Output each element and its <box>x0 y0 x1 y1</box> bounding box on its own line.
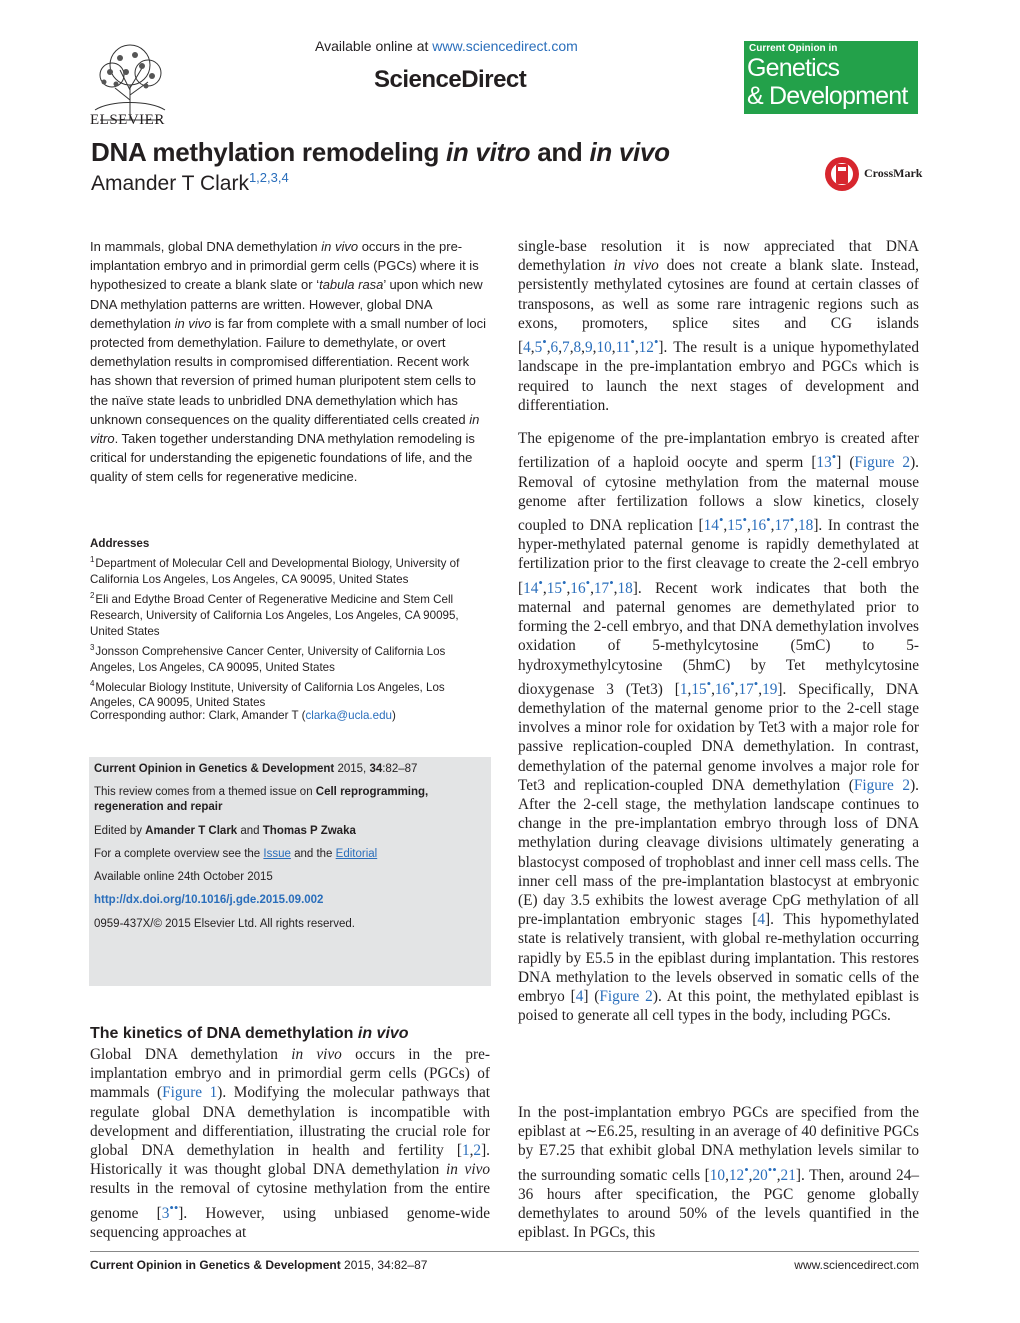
ref-link[interactable]: 5• <box>534 335 547 357</box>
author-line <box>91 170 289 196</box>
figure-link[interactable]: Figure 2 <box>853 776 911 794</box>
ref-link[interactable]: 4 <box>757 911 765 929</box>
ref-link[interactable]: 15• <box>691 676 712 698</box>
ref-link[interactable]: 12• <box>638 335 659 357</box>
affiliation-text: Jonsson Comprehensive Cancer Center, University of California Los Angeles, Los Angeles, CA 90095, United States <box>90 644 446 674</box>
ref-link[interactable]: 17• <box>738 676 759 698</box>
author-affiliations[interactable]: 1,2,3,4 <box>248 170 289 185</box>
ref-link[interactable]: 6 <box>550 339 559 357</box>
affiliation <box>90 552 492 588</box>
ref-link[interactable]: 4 <box>523 339 531 357</box>
section-heading <box>90 1025 409 1043</box>
affiliation-number: 4 <box>90 678 95 688</box>
ref-link[interactable]: 18 <box>617 579 633 597</box>
ref-link[interactable]: 4 <box>575 988 584 1006</box>
title-italic-1: in vitro <box>445 137 531 167</box>
ref-link[interactable]: 14• <box>703 512 724 534</box>
info-available: Available online 24th October 2015 <box>94 871 273 883</box>
affiliation <box>90 588 492 640</box>
info-theme <box>94 785 486 815</box>
ref-link[interactable]: 3•• <box>161 1200 179 1222</box>
affiliation-text: Eli and Edythe Broad Center of Regenerative Medicine and Stem Cell Research, University of California Los Angeles, Los Angeles, CA 90095, United States <box>90 592 459 638</box>
issue-link[interactable]: Issue <box>263 848 291 860</box>
sciencedirect-link[interactable]: www.sciencedirect.com <box>432 38 578 54</box>
addresses <box>90 536 492 711</box>
ref-link[interactable]: 15• <box>546 575 567 597</box>
corr-suffix: ) <box>391 709 396 722</box>
ref-link[interactable]: 10 <box>596 339 612 357</box>
abstract <box>90 237 490 487</box>
info-year: 2015, <box>334 763 370 775</box>
affiliation-number: 3 <box>90 642 95 652</box>
section-heading-text: The kinetics of DNA demethylation <box>90 1025 358 1042</box>
affiliation-text: Department of Molecular Cell and Developmental Biology, University of California Los Angeles, Los Angeles, CA 90095, United States <box>90 556 460 586</box>
info-volume: 34 <box>369 763 383 775</box>
title-italic-2: in vivo <box>589 137 670 167</box>
affiliation-text: Molecular Biology Institute, University of California Los Angeles, Los Angeles, CA 90095, United States <box>90 680 445 710</box>
abstract-text: ’ upon which new DNA methylation patterns are written. However, global DNA demethylation <box>90 277 483 331</box>
abstract-italic: tabula rasa <box>319 277 384 293</box>
ref-link[interactable]: 13• <box>816 450 837 472</box>
abstract-text: In mammals, global DNA demethylation <box>90 239 322 254</box>
ref-link[interactable]: 11• <box>615 335 635 357</box>
crossmark-label[interactable]: CrossMark <box>864 166 923 180</box>
corresponding-author <box>90 709 396 722</box>
figure-link[interactable]: Figure 2 <box>599 988 653 1006</box>
info-copyright: 0959-437X/© 2015 Elsevier Ltd. All rights reserved. <box>94 918 355 930</box>
info-editor-1: Amander T Clark <box>145 825 238 837</box>
ref-link[interactable]: 16• <box>714 676 735 698</box>
journal-logo-line1: Genetics <box>747 54 840 82</box>
body-paragraph-col2-2: The epigenome of the pre-implantation embryo is created after fertilization of a haploid oocyte and sperm [13•] (Figure 2). Removal of cytosine methylation from the maternal mouse genome after fertilization follows a slow kinetics, closely coupled to DNA replication [14•,15•,16•,17•,18]. In contrast the hyper-methylated paternal genome is rapidly demethylated at fertilization prior to the first cleavage to create the 2-cell embryo [14•,15•,16•,17•,18]. Recent work indicates that both the maternal and paternal genomes are demethylated prior to forming the 2-cell embryo, and that DNA demethylation involves oxidation of 5-methylcytosine (5mC) to 5-hydroxymethylcytosine (5hmC) by Tet methylcytosine dioxygenase 3 (Tet3) [1,15•,16•,17•,19]. Specifically, DNA demethylation of the maternal genome prior to the 2-cell stage involves a minor role for oxidation by Tet3 with a major role for passive replication-coupled DNA demethylation. In contrast, demethylation of the paternal genome involves a major role for Tet3 and replication-coupled DNA demethylation (Figure 2). After the 2-cell stage, the methylation landscape continues to change in the pre-implantation embryo through loss of DNA methylation during cleavage divisions ultimately generating a blastocyst composed of trophoblast and inner cell mass cells. The inner cell mass of the pre-implantation blastocyst at embryonic (E) day 3.5 exhibits the lowest average CpG methylation of all pre-implantation embryonic stages [4]. This hypomethylated state is relatively transient, with global re-methylation occurring rapidly by E5.5 in the epiblast during implantation. This restores DNA methylation to the levels observed in somatic cells of the embryo [4] (Figure 2). At this point, the methylated epiblast is poised to generate all cell types in the body, including PGCs. <box>518 430 920 1025</box>
info-pages: :82–87 <box>382 763 418 775</box>
journal-logo <box>744 41 918 114</box>
article-title <box>91 137 670 168</box>
info-journal: Current Opinion in Genetics & Development <box>94 763 335 775</box>
ref-link[interactable]: 1 <box>679 680 688 698</box>
ref-link[interactable]: 17• <box>593 575 614 597</box>
title-prefix: DNA methylation remodeling <box>91 137 446 167</box>
editorial-link[interactable]: Editorial <box>335 848 378 860</box>
abstract-text: is far from complete with a small number of loci protected from demethylation. Failure to demethylate, or overt demethylation results in compromised differentiation. Recent work has shown that reversion of primed human pluripotent stem cells to the naïve state leads to unbridled DNA demethylation which has unknown consequences on the quality differentiated cells created <box>90 315 486 427</box>
publisher-name: ELSEVIER <box>90 112 165 128</box>
body-paragraph-col1: Global DNA demethylation in vivo occurs in the pre-implantation embryo and in primordial germ cells (PGCs) of mammals (Figure 1). Modifying the molecular pathways that regulate global DNA demethylation is incompatible with development and differentiation, illustrating the crucial role for global DNA demethylation in health and fertility [1,2]. Historically it was thought global DNA demethylation in vivo results in the removal of cytosine methylation from the entire genome [3••]. However, using unbiased genome-wide sequencing approaches at <box>90 1046 491 1241</box>
footer-site-link[interactable]: www.sciencedirect.com <box>794 1258 919 1272</box>
footer-citation-text: 2015, 34:82–87 <box>340 1258 428 1272</box>
info-edited-and: and <box>237 825 263 837</box>
journal-logo-line2: & Development <box>747 82 908 110</box>
ref-link[interactable]: 16• <box>750 512 771 534</box>
journal-logo-small: Current Opinion in <box>749 43 838 54</box>
info-overview-prefix: For a complete overview see the <box>94 848 264 860</box>
corr-prefix: Corresponding author: Clark, Amander T ( <box>90 709 306 722</box>
info-doi <box>94 893 486 908</box>
info-editors <box>94 824 486 839</box>
info-citation <box>94 762 486 777</box>
abstract-italic: in vivo <box>321 239 359 254</box>
affiliation <box>90 676 492 712</box>
ref-link[interactable]: 2 <box>473 1142 482 1160</box>
affiliation <box>90 640 492 676</box>
ref-link[interactable]: 7 <box>562 339 570 357</box>
ref-link[interactable]: 17• <box>774 512 795 534</box>
affiliation-number: 1 <box>90 555 95 564</box>
footer-journal: Current Opinion in Genetics & Development <box>90 1258 341 1272</box>
info-theme-title: Cell reprogramming, regeneration and repair <box>94 786 429 813</box>
ref-link[interactable]: 10 <box>709 1166 726 1184</box>
body-paragraph-col2-1: single-base resolution it is now appreciated that DNA demethylation in vivo does not create a blank slate. Instead, persistently methylated cytosines are found at certain classes of transposons, as well as some rare intragenic regions such as exons, promoters, splice sites and CG islands [4,5•,6,7,8,9,10,11•,12•]. The result is a unique hypomethylated landscape in the pre-implantation embryo and PGCs which is required to launch the next stages of development and differentiation. <box>518 238 919 414</box>
figure-link[interactable]: Figure 1 <box>162 1084 218 1102</box>
doi-link[interactable]: http://dx.doi.org/10.1016/j.gde.2015.09.002 <box>94 894 324 906</box>
corr-email-link[interactable]: clarka@ucla.edu <box>305 709 392 722</box>
ref-link[interactable]: 8 <box>573 339 582 357</box>
info-overview <box>94 847 486 862</box>
figure-link[interactable]: Figure 2 <box>854 454 911 472</box>
ref-link[interactable]: 19 <box>762 680 778 698</box>
info-theme-prefix: This review comes from a themed issue on <box>94 786 316 798</box>
ref-link[interactable]: 1 <box>461 1142 470 1160</box>
ref-link[interactable]: 12• <box>728 1162 749 1184</box>
author-name[interactable]: Amander T Clark <box>91 172 249 195</box>
footer-citation <box>90 1258 427 1272</box>
info-edited-prefix: Edited by <box>94 825 146 837</box>
ref-link[interactable]: 15• <box>727 512 748 534</box>
ref-link[interactable]: 21 <box>780 1166 796 1184</box>
ref-link[interactable]: 20•• <box>752 1162 777 1184</box>
title-mid: and <box>530 137 590 167</box>
affiliation-number: 2 <box>90 590 95 600</box>
platform-name: ScienceDirect <box>374 66 527 93</box>
ref-link[interactable]: 14• <box>523 575 543 597</box>
section-heading-italic: in vivo <box>357 1025 409 1042</box>
ref-link[interactable]: 9 <box>585 339 593 357</box>
article-info-box <box>89 757 491 986</box>
available-prefix: Available online at <box>315 38 433 54</box>
addresses-heading: Addresses <box>90 537 150 550</box>
info-editor-2: Thomas P Zwaka <box>262 825 356 837</box>
abstract-text: occurs in the pre-implantation embryo and in primordial germ cells (PGCs) where it is hypothesized to create a blank slate or ‘ <box>90 239 479 293</box>
abstract-italic: in vitro <box>90 411 480 447</box>
body-paragraph-col2-3: In the post-implantation embryo PGCs are specified from the epiblast at ∼E6.25, resulting in an average of 40 definitive PGCs by E7.25 that exhibit global DNA methylation levels similar to the surrounding somatic cells [10,12•,20••,21]. Then, around 24–36 hours after specification, the PGC genome globally demethylates to around 50% of the levels quantified in the epiblast. In PGCs, this <box>518 1104 919 1242</box>
info-overview-and: and the <box>290 848 336 860</box>
ref-link[interactable]: 18 <box>798 517 814 534</box>
ref-link[interactable]: 16• <box>570 575 591 597</box>
available-online <box>315 38 578 54</box>
abstract-text: . Taken together understanding DNA methylation remodeling is critical for understanding the epigenetic foundations of life, and the quality of stem cells for regenerative medicine. <box>90 431 475 485</box>
abstract-italic: in vivo <box>174 315 212 331</box>
footer-divider <box>90 1251 919 1252</box>
